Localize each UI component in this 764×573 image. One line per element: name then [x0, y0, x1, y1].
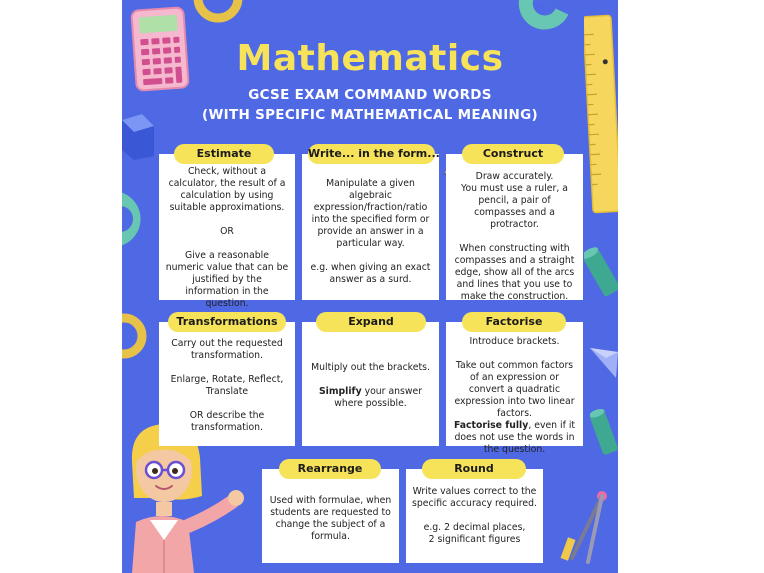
cylinder-shape-lower [590, 408, 618, 458]
label-expand: Expand [316, 312, 426, 332]
ring-shape-left [122, 308, 150, 364]
transformations-text-3: OR describe the transformation. [189, 410, 265, 433]
factorise-text-1: Introduce brackets. [469, 336, 560, 347]
card-rearrange [262, 469, 399, 563]
cylinder-shape [584, 244, 618, 300]
page-title: Mathematics [236, 38, 504, 79]
expand-rest: your answer where possible. [334, 386, 423, 409]
card-round [406, 469, 543, 563]
estimate-text-3: Give a reasonable numeric value that can be justified by the information in the question. [165, 250, 289, 309]
poster [122, 0, 618, 573]
write-text-2: e.g. when giving an exact answer as a surd. [310, 262, 431, 285]
construct-text-1: Draw accurately. [475, 171, 554, 182]
label-write-in-the-form: Write... in the form... [308, 144, 435, 164]
subtitle-line-1: GCSE EXAM COMMAND WORDS [248, 87, 492, 103]
rearrange-text-1: Used with formulae, when students are requested to change the subject of a formula. [269, 495, 392, 542]
card-estimate [159, 154, 295, 309]
construct-text-3: When constructing with compasses and a straight edge, show all of the arcs and lines that you use to make the construction. [454, 243, 575, 302]
expand-bold: Simplify [318, 386, 362, 397]
round-text-2: e.g. 2 decimal places, [423, 522, 526, 533]
label-estimate: Estimate [174, 144, 274, 164]
cone-shape [588, 344, 618, 384]
factorise-text-2: Take out common factors of an expression or convert a quadratic expression into two linear factors. [454, 360, 575, 419]
construct-text-2: You must use a ruler, a pencil, a pair of compasses and a protractor. [461, 183, 568, 230]
expand-text-2 [308, 386, 433, 410]
factorise-rest: , even if it does not use the words in the question. [454, 420, 576, 455]
estimate-text-1: Check, without a calculator, the result of a calculation by using suitable approximations. [168, 166, 286, 213]
card-expand [302, 322, 439, 446]
card-write-in-the-form [302, 154, 439, 300]
compass-icon [558, 486, 618, 566]
estimate-text-2: OR [220, 226, 234, 237]
write-text-1: Manipulate a given algebraic expression/fraction/ratio into the specified form or provide an answer in a particular way. [311, 178, 430, 249]
expand-text-1: Multiply out the brackets. [311, 362, 430, 373]
round-text-3: 2 significant figures [428, 534, 521, 545]
label-construct: Construct [462, 144, 564, 164]
transformations-text-1: Carry out the requested transformation. [171, 338, 283, 361]
card-construct [446, 154, 583, 300]
factorise-text-3 [452, 420, 577, 456]
card-transformations [159, 322, 295, 446]
card-factorise [446, 322, 583, 455]
round-text-1: Write values correct to the specific accuracy required. [412, 486, 537, 509]
factorise-bold: Factorise fully [453, 420, 529, 431]
label-rearrange: Rearrange [279, 459, 381, 479]
ring-shape [190, 0, 246, 26]
subtitle-line-2: (WITH SPECIFIC MATHEMATICAL MEANING) [202, 107, 538, 123]
label-transformations: Transformations [168, 312, 286, 332]
transformations-text-2: Enlarge, Rotate, Reflect, Translate [170, 374, 284, 397]
label-factorise: Factorise [462, 312, 566, 332]
label-round: Round [422, 459, 526, 479]
protractor-icon-left [122, 188, 152, 248]
